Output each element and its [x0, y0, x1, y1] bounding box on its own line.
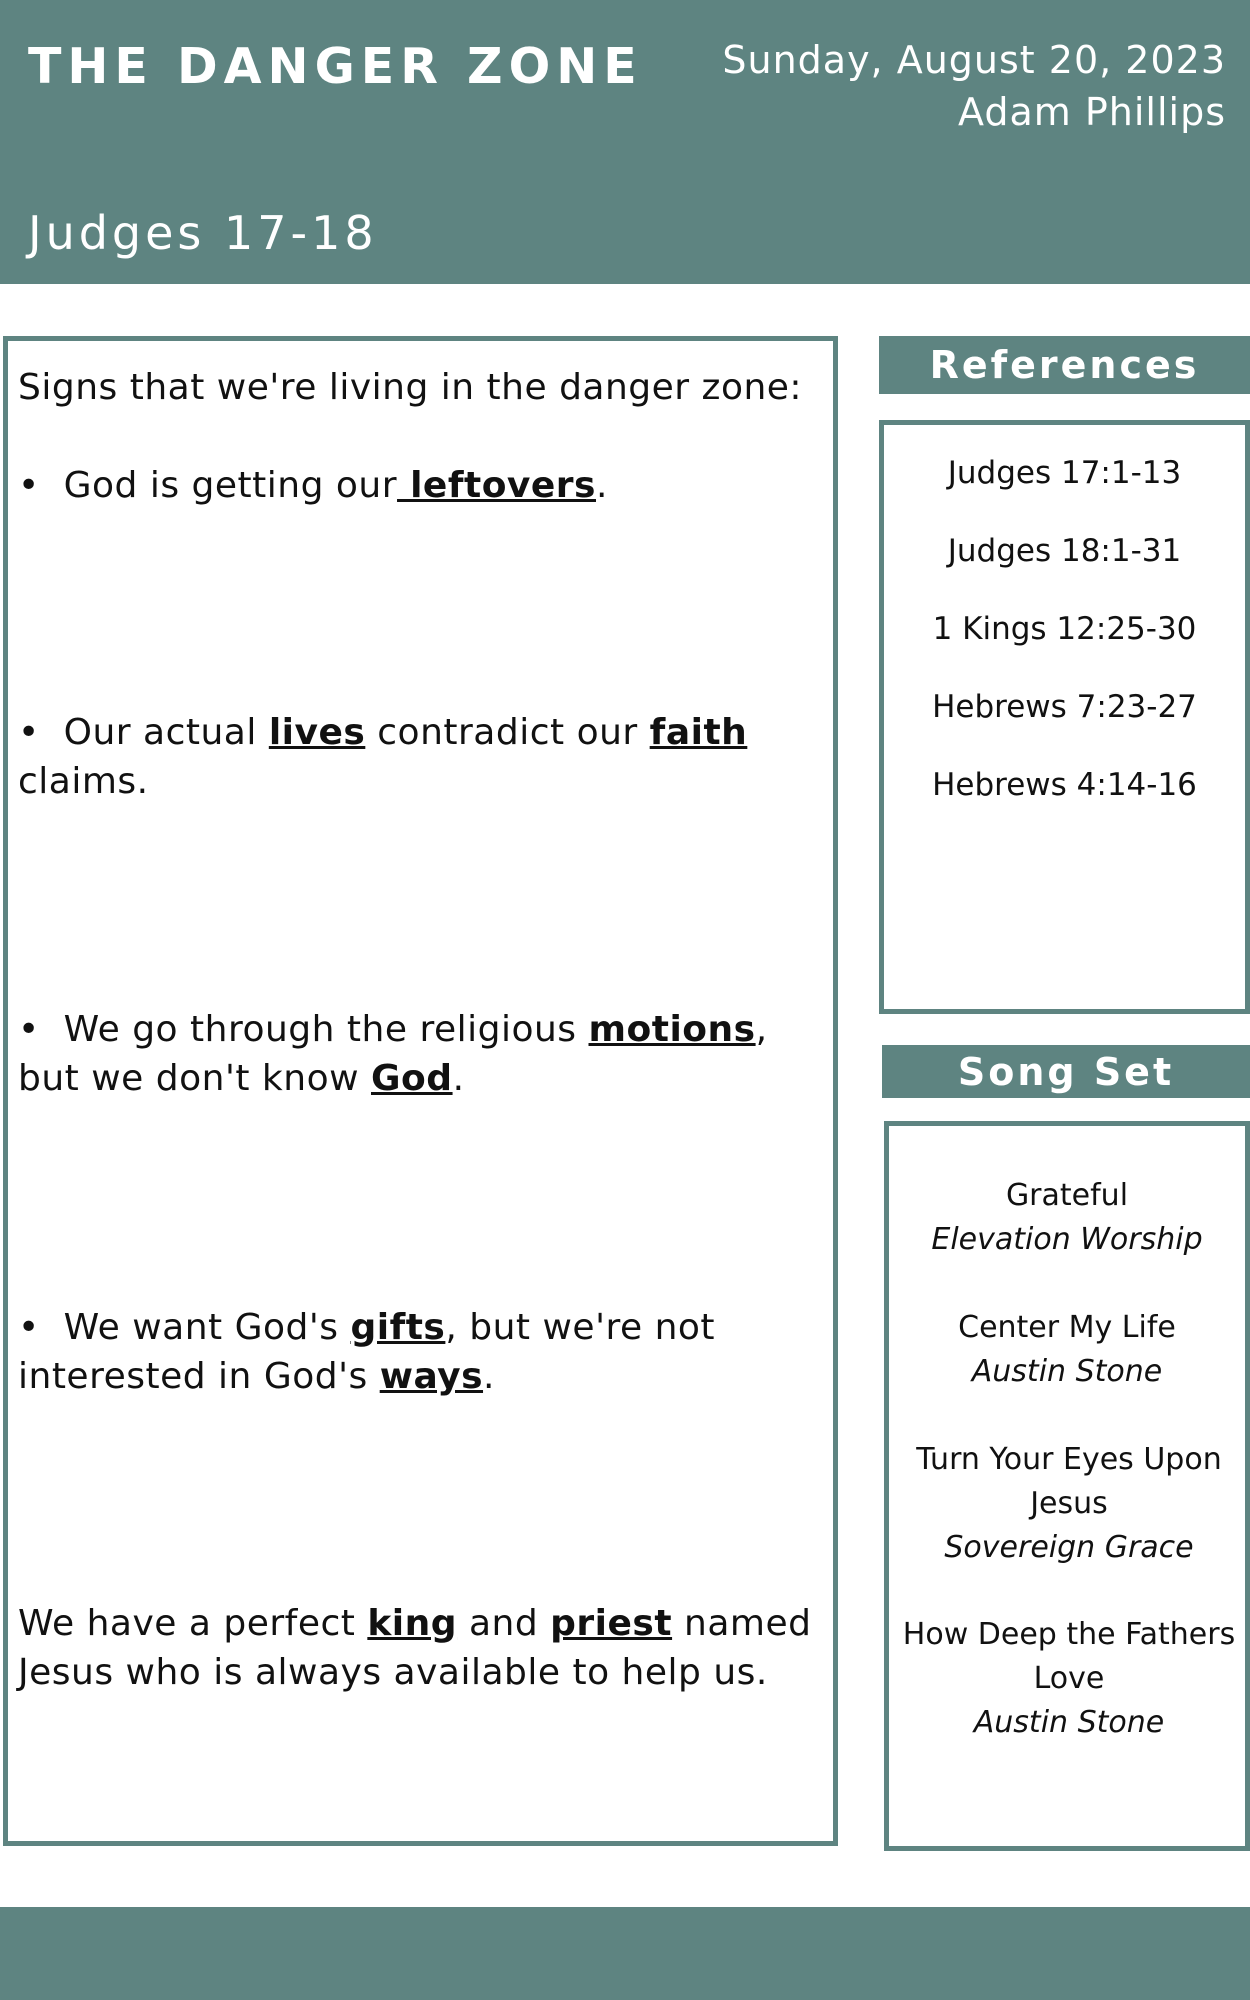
fill-in-word: God [371, 1058, 453, 1099]
point-text: We go through the religious [63, 1009, 589, 1050]
point-text: . [596, 465, 608, 506]
notes-point-1 [18, 461, 608, 510]
song-item [889, 1306, 1245, 1394]
fill-in-word: ways [379, 1356, 484, 1397]
reference-item: Judges 18:1-31 [947, 533, 1182, 569]
scripture-passage: Judges 17-18 [28, 206, 378, 260]
fill-in-word: king [367, 1603, 458, 1644]
notes-point-4 [18, 1303, 778, 1401]
reference-item: Hebrews 4:14-16 [932, 767, 1197, 803]
notes-conclusion [18, 1599, 818, 1697]
song-title: Grateful [1005, 1178, 1129, 1213]
point-text: claims. [18, 761, 149, 802]
song-title: How Deep the Fathers Love [902, 1617, 1236, 1696]
sermon-date: Sunday, August 20, 2023 [722, 38, 1226, 82]
song-item [899, 1613, 1239, 1745]
reference-item: Hebrews 7:23-27 [932, 689, 1197, 725]
song-artist: Sovereign Grace [944, 1530, 1194, 1565]
point-text: named Jesus who is always available to help us. [18, 1603, 812, 1693]
reference-item: 1 Kings 12:25-30 [932, 611, 1197, 647]
song-artist: Austin Stone [971, 1354, 1163, 1389]
point-text: Our actual [63, 712, 269, 753]
notes-point-3 [18, 1005, 828, 1103]
bullet: • [18, 1307, 40, 1348]
bullet: • [18, 712, 40, 753]
notes-point-2 [18, 708, 818, 806]
sermon-meta [722, 34, 1226, 138]
song-item [889, 1174, 1245, 1262]
point-text: We want God's [63, 1307, 351, 1348]
point-text: , but we're not interested in God's [18, 1307, 716, 1397]
fill-in-word: leftovers [397, 465, 596, 506]
song-item [909, 1438, 1229, 1570]
fill-in-word: faith [649, 712, 748, 753]
footer-bar [0, 1907, 1250, 2000]
fill-in-word: lives [268, 712, 366, 753]
sermon-title: THE DANGER ZONE [28, 38, 643, 95]
song-title: Turn Your Eyes Upon Jesus [916, 1442, 1222, 1521]
references-heading: References [879, 336, 1250, 394]
point-text: and [457, 1603, 551, 1644]
song-set-box [884, 1121, 1250, 1851]
fill-in-word: gifts [350, 1307, 446, 1348]
reference-item: Judges 17:1-13 [947, 455, 1182, 491]
bullet: • [18, 1009, 40, 1050]
references-box [879, 420, 1250, 1014]
fill-in-word: motions [588, 1009, 756, 1050]
notes-intro: Signs that we're living in the danger zone: [18, 367, 803, 408]
bullet: • [18, 465, 40, 506]
song-artist: Austin Stone [973, 1705, 1165, 1740]
song-artist: Elevation Worship [931, 1222, 1203, 1257]
point-text: God is getting our [63, 465, 398, 506]
point-text: We have a perfect [18, 1603, 368, 1644]
point-text: . [483, 1356, 495, 1397]
point-text: . [452, 1058, 465, 1099]
point-text: , but we don't know [18, 1009, 768, 1099]
speaker-name: Adam Phillips [958, 90, 1226, 134]
fill-in-word: priest [550, 1603, 673, 1644]
header-banner [0, 0, 1250, 284]
song-title: Center My Life [958, 1310, 1176, 1345]
point-text: contradict our [365, 712, 650, 753]
sermon-notes [3, 336, 838, 1846]
song-set-heading: Song Set [882, 1045, 1250, 1098]
